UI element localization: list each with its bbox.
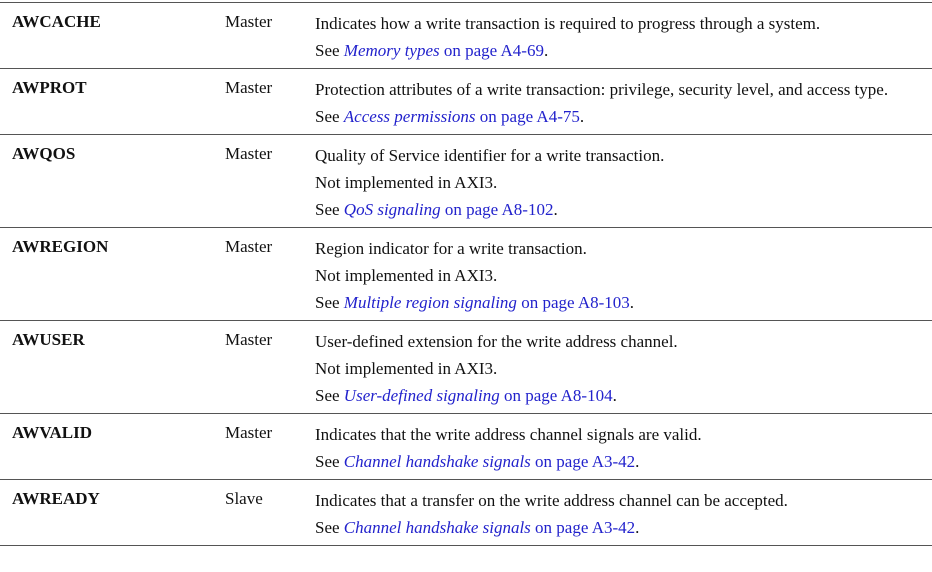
xref-page: on page A3-42 — [530, 518, 636, 537]
signal-name: AWPROT — [12, 78, 87, 97]
xref-title: Access permissions — [343, 107, 476, 126]
see-also-line — [315, 198, 912, 221]
cross-reference-link[interactable] — [344, 200, 554, 219]
description-line: Not implemented in AXI3. — [315, 359, 498, 378]
xref-title: Memory types — [343, 41, 440, 60]
signal-source: Master — [225, 237, 273, 256]
see-suffix: . — [579, 107, 585, 126]
see-prefix: See — [315, 200, 344, 219]
see-suffix: . — [635, 452, 640, 471]
xref-page: on page A8-103 — [516, 293, 630, 312]
signal-description — [314, 321, 932, 414]
signal-row — [0, 228, 932, 321]
signal-description — [314, 135, 932, 228]
signal-source: Slave — [225, 489, 263, 508]
see-suffix: . — [543, 41, 549, 60]
signal-row — [0, 69, 932, 135]
description-line: Region indicator for a write transaction. — [315, 239, 587, 258]
signal-source: Master — [225, 12, 273, 31]
signal-source: Master — [225, 78, 273, 97]
see-prefix: See — [315, 518, 344, 537]
description-line: User-defined extension for the write address channel. — [315, 332, 678, 351]
description-line: Indicates that a transfer on the write address channel can be accepted. — [315, 491, 788, 510]
signal-row — [0, 480, 932, 546]
see-also-line — [315, 516, 912, 539]
signal-row — [0, 3, 932, 69]
see-also-line — [315, 291, 912, 314]
description-line: Protection attributes of a write transaction: privilege, security level, and access type. — [315, 80, 889, 99]
see-prefix: See — [315, 293, 344, 312]
xref-title: Channel handshake signals — [343, 518, 531, 537]
description-line: Not implemented in AXI3. — [315, 266, 498, 285]
cross-reference-link[interactable] — [344, 41, 544, 60]
signal-name: AWREADY — [12, 489, 100, 508]
see-prefix: See — [315, 452, 344, 471]
description-line: Indicates that the write address channel signals are valid. — [315, 425, 702, 444]
signal-source: Master — [225, 423, 273, 442]
see-prefix: See — [315, 41, 344, 60]
xref-title: QoS signaling — [343, 200, 441, 219]
xref-page: on page A8-104 — [499, 386, 613, 405]
cross-reference-link[interactable] — [344, 518, 635, 537]
signal-description — [314, 69, 932, 135]
see-suffix: . — [612, 386, 617, 405]
signal-row — [0, 414, 932, 480]
xref-page: on page A8-102 — [440, 200, 554, 219]
xref-page: on page A4-69 — [439, 41, 544, 60]
description-line: Quality of Service identifier for a write transaction. — [315, 146, 665, 165]
signal-table-body — [0, 3, 932, 546]
signal-name: AWQOS — [12, 144, 76, 163]
signal-name: AWVALID — [12, 423, 92, 442]
signal-source: Master — [225, 144, 273, 163]
see-prefix: See — [315, 107, 344, 126]
see-also-line — [315, 384, 912, 407]
signal-name: AWUSER — [12, 330, 85, 349]
xref-title: Multiple region signaling — [343, 293, 517, 312]
xref-page: on page A4-75 — [475, 107, 580, 126]
cross-reference-link[interactable] — [344, 107, 580, 126]
cross-reference-link[interactable] — [344, 386, 613, 405]
xref-title: Channel handshake signals — [343, 452, 531, 471]
see-also-line — [315, 450, 912, 473]
xref-page: on page A3-42 — [530, 452, 636, 471]
see-suffix: . — [629, 293, 635, 312]
cross-reference-link[interactable] — [344, 293, 630, 312]
signal-source: Master — [225, 330, 273, 349]
see-suffix: . — [553, 200, 558, 219]
description-line: Not implemented in AXI3. — [315, 173, 498, 192]
see-suffix: . — [635, 518, 640, 537]
signal-row — [0, 135, 932, 228]
description-line: Indicates how a write transaction is required to progress through a system. — [315, 14, 821, 33]
see-also-line — [315, 105, 912, 128]
cross-reference-link[interactable] — [344, 452, 635, 471]
signal-table — [0, 2, 932, 546]
signal-description — [314, 480, 932, 546]
xref-title: User-defined signaling — [343, 386, 500, 405]
signal-description — [314, 414, 932, 480]
signal-description — [314, 3, 932, 69]
see-also-line — [315, 39, 912, 62]
see-prefix: See — [315, 386, 344, 405]
signal-row — [0, 321, 932, 414]
signal-name: AWREGION — [12, 237, 109, 256]
signal-description — [314, 228, 932, 321]
signal-name: AWCACHE — [12, 12, 101, 31]
